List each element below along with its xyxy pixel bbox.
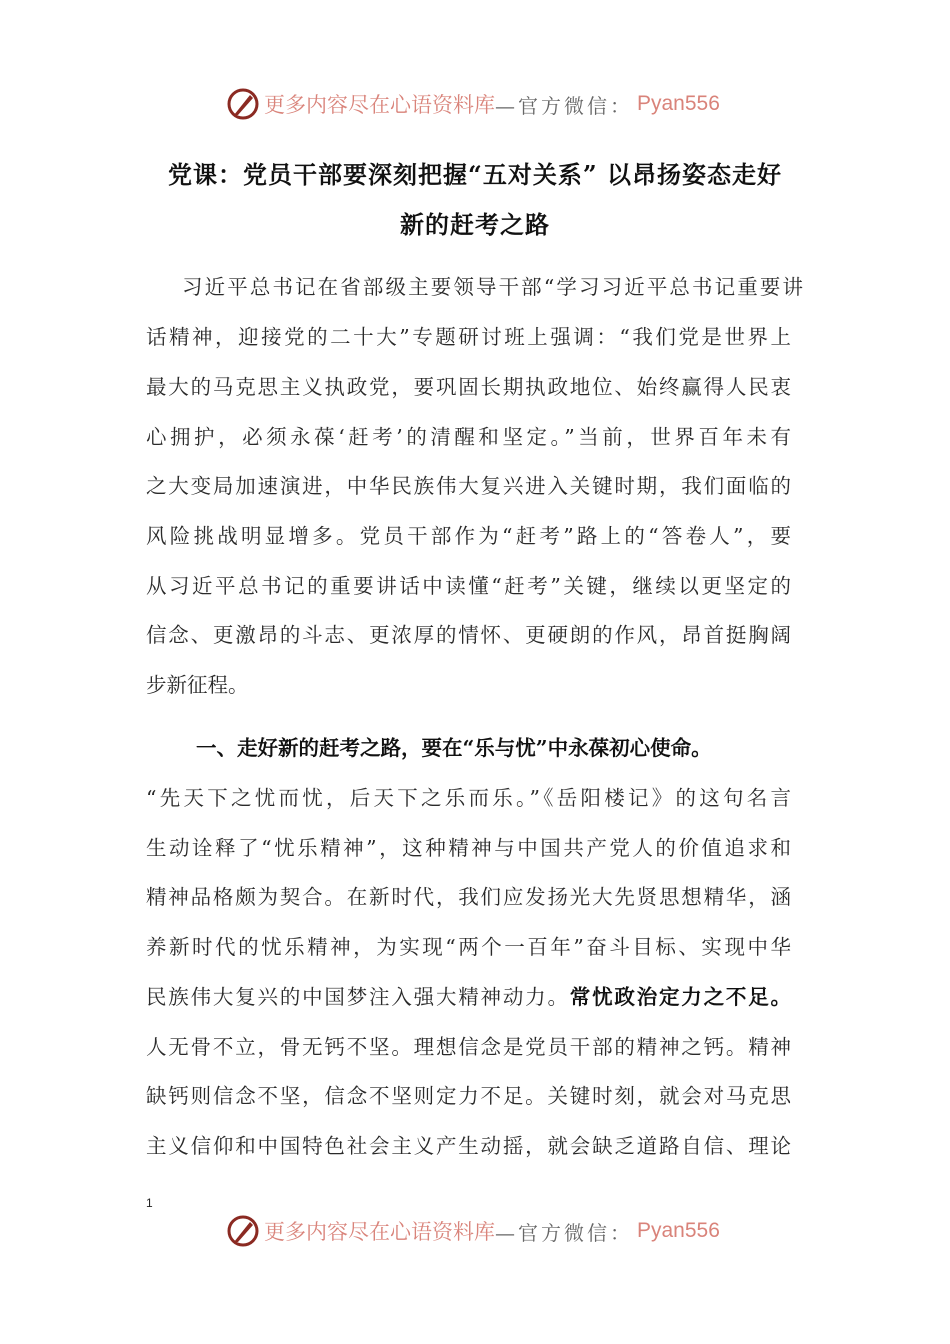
text-line: 心拥护，必须永葆‘赶考’的清醒和坚定。”当前，世界百年未有 <box>146 425 791 449</box>
text-line: 人无骨不立，骨无钙不坚。理想信念是党员干部的精神之钙。精神 <box>146 1035 791 1059</box>
text-line: 生动诠释了“忧乐精神”，这种精神与中国共产党人的价值追求和 <box>146 836 791 860</box>
text-line: 养新时代的忧乐精神，为实现“两个一百年”奋斗目标、实现中华 <box>146 935 791 959</box>
text-bold-emphasis: 常忧政治定力之不足。 <box>569 985 792 1009</box>
banner-wechat-label: —官方微信： <box>495 1220 633 1245</box>
text-line: “先天下之忧而忧，后天下之乐而乐。”《岳阳楼记》的这句名言 <box>146 786 791 810</box>
text-line: 风险挑战明显增多。党员干部作为“赶考”路上的“答卷人”，要 <box>146 524 791 548</box>
banner-wechat-label: —官方微信： <box>495 93 633 118</box>
banner-wechat-id: Pyan556 <box>637 92 720 115</box>
text-line: 从习近平总书记的重要讲话中读懂“赶考”关键，继续以更坚定的 <box>146 574 791 598</box>
header-banner <box>226 84 720 124</box>
text-line: 步新征程。 <box>146 673 249 697</box>
banner-text: 更多内容尽在心语资料库 <box>264 93 495 117</box>
banner-text: 更多内容尽在心语资料库 <box>264 1220 495 1244</box>
text-line: 习近平总书记在省部级主要领导干部“学习习近平总书记重要讲 <box>182 275 803 299</box>
text-line: 信念、更激昂的斗志、更浓厚的情怀、更硬朗的作风，昂首挺胸阔 <box>146 623 791 647</box>
text-line <box>146 980 791 1010</box>
text-line: 主义信仰和中国特色社会主义产生动摇，就会缺乏道路自信、理论 <box>146 1134 791 1158</box>
section-heading: 一、走好新的赶考之路，要在“乐与忧”中永葆初心使命。 <box>196 736 712 760</box>
text-line: 之大变局加速演进，中华民族伟大复兴进入关键时期，我们面临的 <box>146 474 791 498</box>
quill-logo-icon <box>226 1214 260 1248</box>
footer-banner <box>226 1211 720 1251</box>
text-line: 最大的马克思主义执政党，要巩固长期执政地位、始终赢得人民衷 <box>146 375 791 399</box>
quill-logo-icon <box>226 87 260 121</box>
page-number: 1 <box>146 1196 153 1210</box>
text-line: 话精神，迎接党的二十大”专题研讨班上强调：“我们党是世界上 <box>146 325 791 349</box>
banner-wechat-id: Pyan556 <box>637 1219 720 1242</box>
title-line-1: 党课：党员干部要深刻把握“五对关系” 以昂扬姿态走好 <box>168 160 782 189</box>
text-normal: 民族伟大复兴的中国梦注入强大精神动力。 <box>146 985 570 1009</box>
text-line: 缺钙则信念不坚，信念不坚则定力不足。关键时刻，就会对马克思 <box>146 1084 791 1108</box>
title-line-2: 新的赶考之路 <box>400 210 550 239</box>
text-line: 精神品格颇为契合。在新时代，我们应发扬光大先贤思想精华，涵 <box>146 885 791 909</box>
